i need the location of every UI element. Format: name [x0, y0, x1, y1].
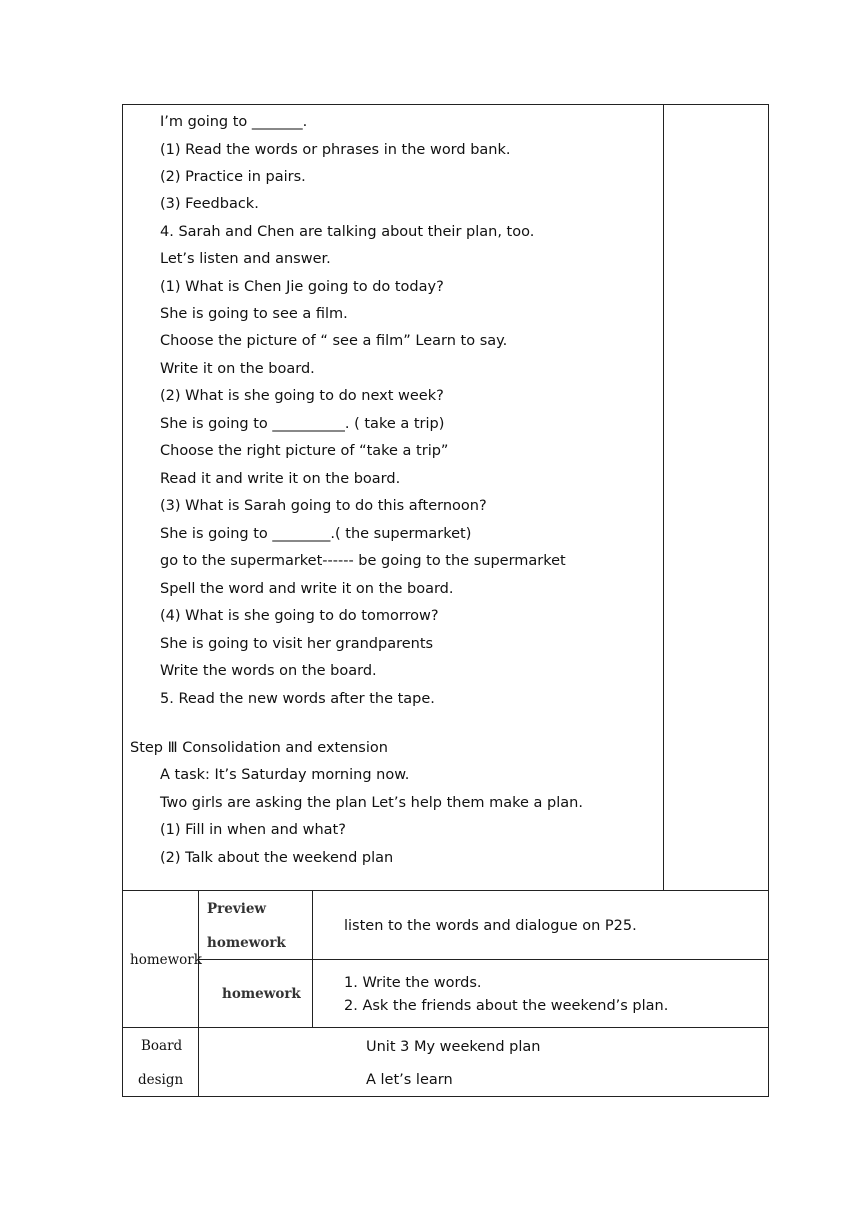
step-heading: Step Ⅲ Consolidation and extension — [130, 740, 388, 756]
homework-line: 2. Ask the friends about the weekend’s plan. — [344, 998, 669, 1014]
board-design-title: Unit 3 My weekend plan — [366, 1039, 541, 1055]
procedure-line: (2) What is she going to do next week? — [160, 388, 444, 404]
procedure-line: go to the supermarket------ be going to the supermarket — [160, 553, 566, 569]
homework-sublabel: homework — [222, 986, 301, 1002]
table-bottom-border — [122, 1096, 769, 1097]
homework-mid-border — [198, 959, 769, 960]
procedure-line: Let’s listen and answer. — [160, 251, 331, 267]
board-design-label-line2: design — [138, 1072, 184, 1088]
procedure-line: 4. Sarah and Chen are talking about their plan, too. — [160, 224, 535, 240]
procedure-line: (2) Talk about the weekend plan — [160, 850, 394, 866]
procedure-line: Choose the right picture of “take a trip” — [160, 443, 449, 459]
procedure-line: Write it on the board. — [160, 361, 315, 377]
procedure-line: (2) Practice in pairs. — [160, 169, 306, 185]
preview-homework-text: listen to the words and dialogue on P25. — [344, 918, 637, 934]
procedure-line: (4) What is she going to do tomorrow? — [160, 608, 439, 624]
homework-label-divider — [198, 890, 199, 1097]
procedure-line: Choose the picture of “ see a film” Learn to say. — [160, 333, 508, 349]
board-design-subtitle: A let’s learn — [366, 1072, 453, 1088]
procedure-line: She is going to ________.( the supermarket) — [160, 526, 472, 542]
table-right-border — [768, 104, 769, 1097]
procedure-line: She is going to see a film. — [160, 306, 348, 322]
procedure-line: Write the words on the board. — [160, 663, 377, 679]
procedure-line: (3) Feedback. — [160, 196, 259, 212]
procedure-line: (1) What is Chen Jie going to do today? — [160, 279, 444, 295]
procedure-line: (3) What is Sarah going to do this afternoon? — [160, 498, 487, 514]
procedure-line: Spell the word and write it on the board. — [160, 581, 454, 597]
procedure-line: 5. Read the new words after the tape. — [160, 691, 435, 707]
homework-line: 1. Write the words. — [344, 975, 482, 991]
preview-homework-label-line1: Preview — [207, 901, 267, 917]
procedure-line: (1) Read the words or phrases in the word bank. — [160, 142, 511, 158]
board-design-label-line1: Board — [141, 1038, 183, 1054]
procedure-cell — [123, 104, 663, 890]
procedure-line: Read it and write it on the board. — [160, 471, 401, 487]
procedure-line: A task: It’s Saturday morning now. — [160, 767, 410, 783]
preview-homework-label-line2: homework — [207, 935, 286, 951]
procedure-divider — [663, 104, 664, 890]
procedure-line: Two girls are asking the plan Let’s help them make a plan. — [160, 795, 583, 811]
procedure-line: She is going to __________. ( take a trip) — [160, 416, 445, 432]
procedure-line: She is going to visit her grandparents — [160, 636, 434, 652]
homework-row-label: homework — [130, 952, 202, 968]
homework-bottom-border — [122, 1027, 769, 1028]
procedure-line: I’m going to _______. — [160, 114, 308, 130]
procedure-line: (1) Fill in when and what? — [160, 822, 346, 838]
procedure-bottom-border — [122, 890, 769, 891]
